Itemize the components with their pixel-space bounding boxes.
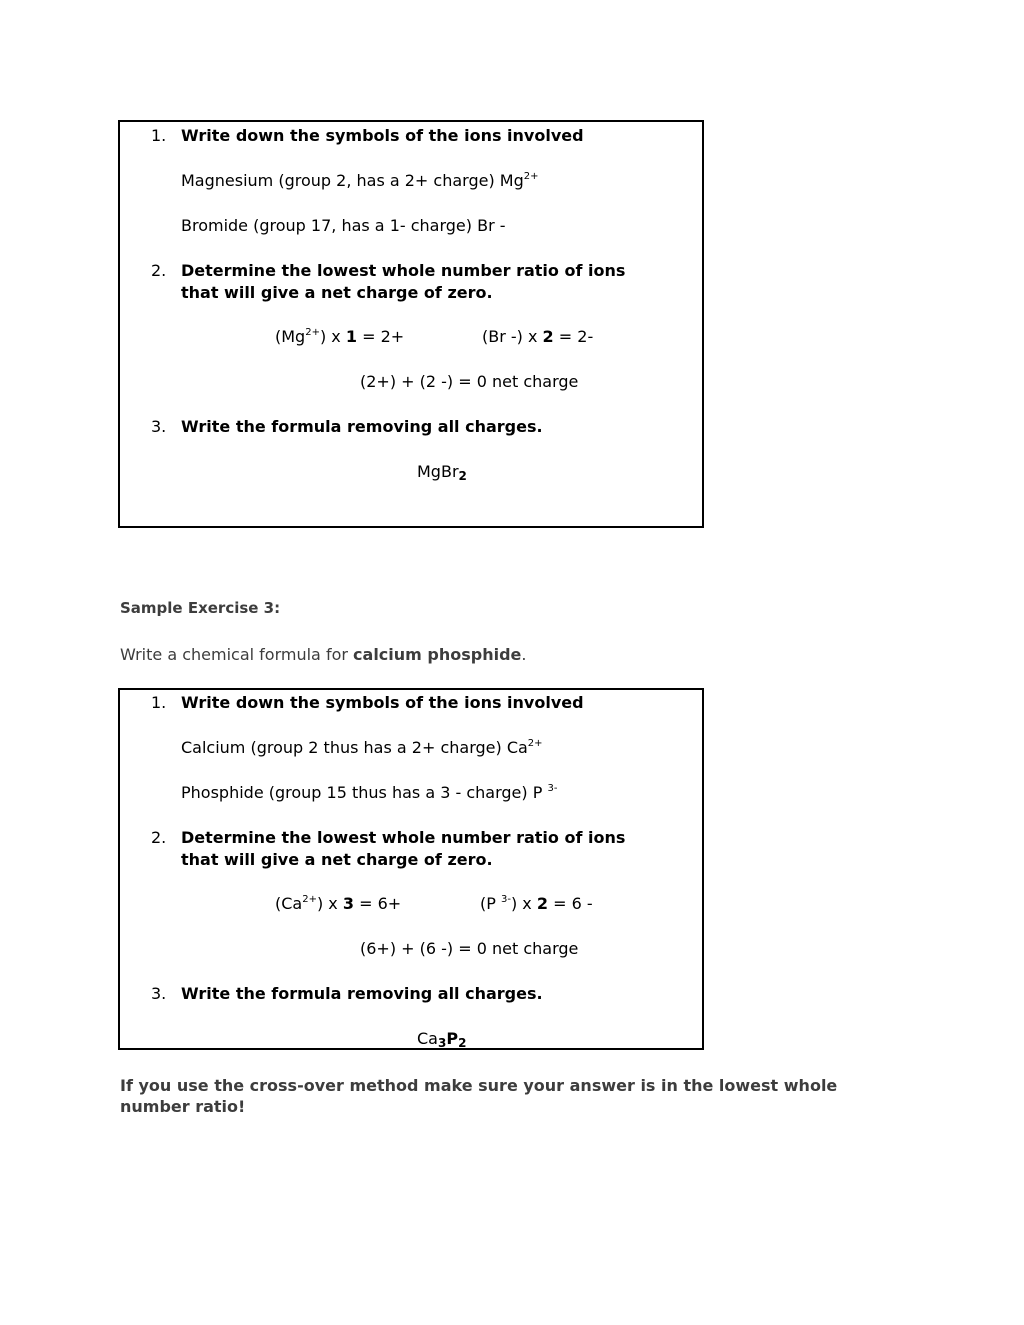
cation-text: Calcium (group 2 thus has a 2+ charge) Ca (181, 738, 528, 757)
net-charge-line: (6+) + (6 -) = 0 net charge (360, 939, 579, 958)
cation-charge: 2+ (527, 738, 543, 749)
step2-title-line2: that will give a net charge of zero. (181, 850, 493, 869)
formula-element-a: Ca (417, 1029, 438, 1048)
prompt-compound: calcium phosphide (353, 645, 522, 664)
ratio-left-mid: ) x (319, 327, 346, 346)
ratio-right-multiplier: 2 (536, 894, 548, 913)
anion-charge: 3- (547, 783, 558, 794)
ratio-right-result: = 2- (553, 327, 594, 346)
cross-over-note-line2: number ratio! (120, 1097, 246, 1116)
formula-subscript-b: 2 (458, 1036, 467, 1050)
ratio-right-multiplier: 2 (542, 327, 554, 346)
ratio-right-pre: (Br -) x (482, 327, 543, 346)
sample-exercise-heading: Sample Exercise 3: (120, 599, 281, 617)
ratio-left-charge: 2+ (302, 894, 317, 905)
step2-number: 2. (151, 261, 167, 280)
net-charge-line: (2+) + (2 -) = 0 net charge (360, 372, 579, 391)
ratio-left-multiplier: 1 (345, 327, 357, 346)
step1-title: Write down the symbols of the ions involved (181, 693, 584, 712)
cation-charge: 2+ (523, 171, 539, 182)
step2-title-line1: Determine the lowest whole number ratio of ions (181, 261, 626, 280)
formula-element-b: P (446, 1029, 459, 1048)
ratio-right (480, 893, 593, 915)
step2-number: 2. (151, 828, 167, 847)
cation-line (181, 737, 543, 759)
ratio-right-mid: ) x (510, 894, 537, 913)
final-formula (417, 1028, 466, 1050)
formula-subscript-a: 3 (437, 1036, 447, 1050)
formula-subscript: 2 (458, 469, 467, 483)
ratio-right-open: (P (480, 894, 501, 913)
ratio-left-charge: 2+ (305, 327, 320, 338)
step2-title-line1: Determine the lowest whole number ratio of ions (181, 828, 626, 847)
anion-line: Bromide (group 17, has a 1- charge) Br - (181, 216, 506, 235)
ratio-left-open: (Ca (275, 894, 303, 913)
prompt-text: Write a chemical formula for (120, 645, 354, 664)
formula-main: MgBr (417, 462, 459, 481)
ratio-left-open: (Mg (275, 327, 306, 346)
ratio-left-multiplier: 3 (342, 894, 354, 913)
prompt-period: . (521, 645, 527, 664)
anion-text: Phosphide (group 15 thus has a 3 - charge) P (181, 783, 548, 802)
ratio-left (275, 893, 401, 915)
ratio-left-result: = 2+ (356, 327, 405, 346)
step3-title: Write the formula removing all charges. (181, 417, 543, 436)
step3-title: Write the formula removing all charges. (181, 984, 543, 1003)
ratio-left-mid: ) x (316, 894, 343, 913)
ratio-right-charge: 3- (500, 894, 511, 905)
ratio-right-result: = 6 - (548, 894, 593, 913)
step1-number: 1. (151, 126, 167, 145)
ratio-right (482, 326, 593, 348)
step1-number: 1. (151, 693, 167, 712)
ratio-left-result: = 6+ (354, 894, 402, 913)
cation-text: Magnesium (group 2, has a 2+ charge) Mg (181, 171, 524, 190)
step3-number: 3. (151, 984, 167, 1003)
cation-line (181, 170, 539, 192)
step1-title: Write down the symbols of the ions involved (181, 126, 584, 145)
final-formula (417, 461, 467, 483)
anion-line (181, 782, 557, 804)
exercise-prompt (120, 644, 526, 666)
cross-over-note-line1: If you use the cross-over method make sure your answer is in the lowest whole (120, 1076, 838, 1095)
step2-title-line2: that will give a net charge of zero. (181, 283, 493, 302)
ratio-left (275, 326, 404, 348)
step3-number: 3. (151, 417, 167, 436)
